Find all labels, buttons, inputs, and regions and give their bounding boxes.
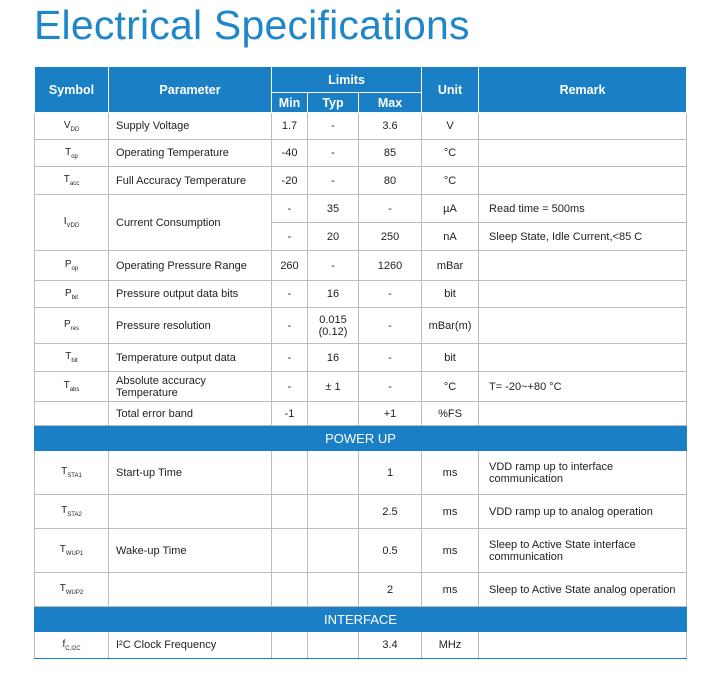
section-power-up [35, 426, 687, 451]
min-cell: - [272, 281, 308, 308]
symbol-cell: $T_{bit}$ [35, 344, 109, 372]
remark-cell [479, 281, 687, 308]
min-cell [272, 451, 308, 495]
max-cell: 2 [359, 573, 422, 607]
spec-table [34, 66, 687, 659]
typ-cell: 16 [308, 281, 359, 308]
parameter-cell: Absolute accuracy Temperature [109, 372, 272, 402]
header-symbol: Symbol [35, 67, 109, 113]
unit-cell: ms [422, 529, 479, 573]
min-cell [272, 632, 308, 659]
typ-cell: ± 1 [308, 372, 359, 402]
unit-cell: bit [422, 281, 479, 308]
remark-cell: Sleep State, Idle Current,<85 C [479, 223, 687, 251]
typ-cell [308, 402, 359, 426]
typ-cell: - [308, 251, 359, 281]
min-cell: - [272, 223, 308, 251]
table-row [35, 195, 687, 223]
symbol-cell: $T_{STA1}$ [35, 451, 109, 495]
typ-cell [308, 451, 359, 495]
section-label: POWER UP [35, 426, 687, 451]
table-row [35, 251, 687, 281]
symbol-cell: $f_{C,I2C}$ [35, 632, 109, 659]
parameter-cell: Supply Voltage [109, 113, 272, 140]
remark-cell [479, 113, 687, 140]
parameter-cell: Total error band [109, 402, 272, 426]
remark-cell [479, 344, 687, 372]
max-cell: 1 [359, 451, 422, 495]
table-row [35, 113, 687, 140]
unit-cell: °C [422, 140, 479, 167]
parameter-cell: Operating Temperature [109, 140, 272, 167]
min-cell: - [272, 372, 308, 402]
typ-cell [308, 495, 359, 529]
typ-cell: - [308, 167, 359, 195]
unit-cell: ms [422, 495, 479, 529]
typ-cell: 20 [308, 223, 359, 251]
min-cell: - [272, 195, 308, 223]
table-row [35, 372, 687, 402]
symbol-cell: $T_{acc}$ [35, 167, 109, 195]
parameter-cell: Full Accuracy Temperature [109, 167, 272, 195]
header-typ: Typ [308, 93, 359, 113]
remark-cell: VDD ramp up to interface communication [479, 451, 687, 495]
unit-cell: mBar(m) [422, 308, 479, 344]
symbol-cell: $T_{WUP1}$ [35, 529, 109, 573]
unit-cell: µA [422, 195, 479, 223]
section-label: INTERFACE [35, 607, 687, 632]
parameter-cell [109, 495, 272, 529]
max-cell: - [359, 308, 422, 344]
remark-cell [479, 140, 687, 167]
header-limits: Limits [272, 67, 422, 93]
max-cell: - [359, 344, 422, 372]
unit-cell: MHz [422, 632, 479, 659]
unit-cell: ms [422, 573, 479, 607]
section-interface [35, 607, 687, 632]
unit-cell: %FS [422, 402, 479, 426]
table-row [35, 495, 687, 529]
table-row [35, 140, 687, 167]
symbol-cell: $T_{WUP2}$ [35, 573, 109, 607]
unit-cell: nA [422, 223, 479, 251]
typ-cell: - [308, 113, 359, 140]
unit-cell: mBar [422, 251, 479, 281]
table-row [35, 632, 687, 659]
parameter-cell: Pressure output data bits [109, 281, 272, 308]
max-cell: 80 [359, 167, 422, 195]
unit-cell: ms [422, 451, 479, 495]
table-row [35, 573, 687, 607]
min-cell: -1 [272, 402, 308, 426]
header-unit: Unit [422, 67, 479, 113]
header-max: Max [359, 93, 422, 113]
header-min: Min [272, 93, 308, 113]
parameter-cell: Wake-up Time [109, 529, 272, 573]
min-cell [272, 529, 308, 573]
table-row [35, 402, 687, 426]
max-cell: - [359, 195, 422, 223]
typ-cell [308, 573, 359, 607]
typ-cell: 0.015 (0.12) [308, 308, 359, 344]
table-row [35, 281, 687, 308]
typ-cell: 35 [308, 195, 359, 223]
max-cell: 85 [359, 140, 422, 167]
symbol-cell: $T_{abs}$ [35, 372, 109, 402]
typ-cell [308, 632, 359, 659]
typ-cell [308, 529, 359, 573]
min-cell: 1.7 [272, 113, 308, 140]
min-cell [272, 573, 308, 607]
remark-cell [479, 632, 687, 659]
unit-cell: °C [422, 372, 479, 402]
table-row [35, 529, 687, 573]
min-cell: -20 [272, 167, 308, 195]
symbol-cell: $V_{DD}$ [35, 113, 109, 140]
header-remark: Remark [479, 67, 687, 113]
remark-cell [479, 402, 687, 426]
max-cell: - [359, 372, 422, 402]
symbol-cell: $P_{bit}$ [35, 281, 109, 308]
max-cell: 0.5 [359, 529, 422, 573]
max-cell: - [359, 281, 422, 308]
unit-cell: bit [422, 344, 479, 372]
symbol-cell: $I_{VDD}$ [35, 195, 109, 251]
page-title: Electrical Specifications [34, 2, 470, 48]
min-cell [272, 495, 308, 529]
remark-cell [479, 308, 687, 344]
remark-cell: VDD ramp up to analog operation [479, 495, 687, 529]
table-row [35, 308, 687, 344]
parameter-cell: Operating Pressure Range [109, 251, 272, 281]
parameter-cell: Pressure resolution [109, 308, 272, 344]
symbol-cell [35, 402, 109, 426]
min-cell: 260 [272, 251, 308, 281]
min-cell: -40 [272, 140, 308, 167]
remark-cell: Read time = 500ms [479, 195, 687, 223]
symbol-cell: $T_{op}$ [35, 140, 109, 167]
parameter-cell: I²C Clock Frequency [109, 632, 272, 659]
min-cell: - [272, 308, 308, 344]
table-row [35, 344, 687, 372]
remark-cell: Sleep to Active State analog operation [479, 573, 687, 607]
symbol-cell: $P_{op}$ [35, 251, 109, 281]
parameter-cell: Start-up Time [109, 451, 272, 495]
symbol-cell: $P_{res}$ [35, 308, 109, 344]
header-parameter: Parameter [109, 67, 272, 113]
parameter-cell: Temperature output data [109, 344, 272, 372]
table-row [35, 451, 687, 495]
remark-cell [479, 167, 687, 195]
typ-cell: - [308, 140, 359, 167]
max-cell: 1260 [359, 251, 422, 281]
max-cell: 250 [359, 223, 422, 251]
max-cell: 2.5 [359, 495, 422, 529]
remark-cell: Sleep to Active State interface communication [479, 529, 687, 573]
parameter-cell: Current Consumption [109, 195, 272, 251]
remark-cell [479, 251, 687, 281]
table-row [35, 167, 687, 195]
unit-cell: V [422, 113, 479, 140]
max-cell: 3.4 [359, 632, 422, 659]
parameter-cell [109, 573, 272, 607]
max-cell: 3.6 [359, 113, 422, 140]
remark-cell: T= -20~+80 °C [479, 372, 687, 402]
min-cell: - [272, 344, 308, 372]
symbol-cell: $T_{STA2}$ [35, 495, 109, 529]
unit-cell: °C [422, 167, 479, 195]
typ-cell: 16 [308, 344, 359, 372]
max-cell: +1 [359, 402, 422, 426]
